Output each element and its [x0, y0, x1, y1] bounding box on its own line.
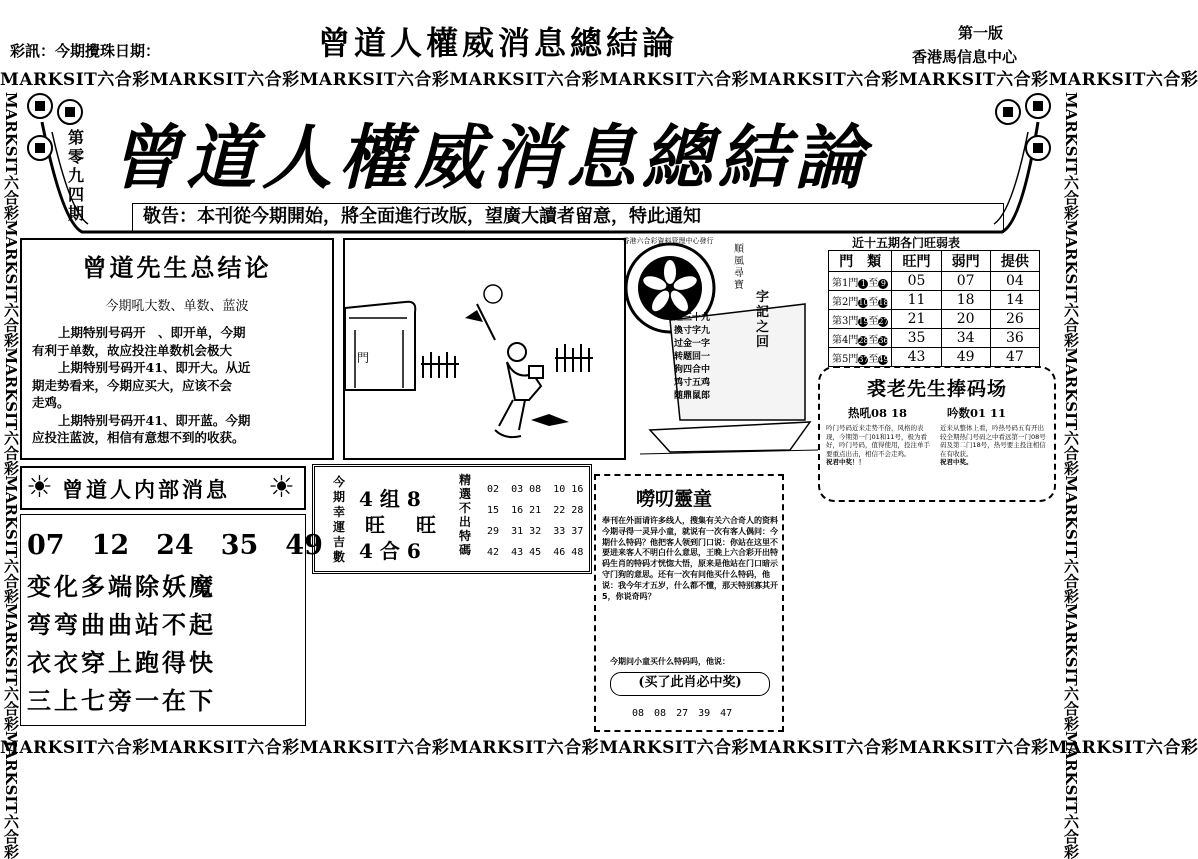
hot-numbers: 热吼08 18	[848, 406, 908, 420]
issue-number: 第零九四期	[68, 128, 85, 223]
summary-line: 有利于单数，故应投注单数机会极大	[32, 342, 233, 358]
summary-line: 期走势看来，今期应买大，应该不会	[32, 377, 233, 393]
page-title: 曾道人權威消息總結論	[318, 24, 679, 62]
table-header: 旺門	[892, 251, 941, 272]
sailboat-illustration	[640, 300, 820, 460]
summary-line: 上期特别号码开 、即开单，今期	[58, 325, 246, 340]
table-row: 第5門37至49 43 49 47	[829, 348, 1040, 367]
riddle-title: 字記之回	[756, 290, 770, 350]
emblem-text: 香港六合彩資料管理中心發行	[622, 237, 714, 245]
strength-table	[828, 250, 1040, 367]
select-grid: 02 03 08 10 16 15 16 21 22 28 29 31 32 33 37 42 43 45 46 48	[487, 484, 584, 558]
verse-line: 衣衣穿上跑得快	[27, 648, 216, 677]
verse-line: 变化多端除妖魔	[27, 572, 216, 601]
summary-subtitle: 今期吼大数、单数、蓝波	[105, 299, 249, 314]
svg-text:門: 門	[357, 351, 370, 365]
table-header: 弱門	[941, 251, 990, 272]
summary-line: 应投注蓝波，相信有意想不到的收获。	[32, 430, 245, 445]
tongue-numbers: 08 08 27 39 47	[632, 708, 733, 719]
bottom-marquee: MARKSIT六合彩MARKSIT六合彩MARKSIT六合彩MARKSIT六合彩MARKSIT六合彩MARKSIT六合彩MARKSIT六合彩MARKSIT六合彩	[0, 738, 1198, 758]
inside-news-panel	[20, 514, 323, 726]
tongue-question: 今期问小童买什么特码吗，他说：	[610, 656, 730, 666]
table-row: 第1門 1 至 9 05 07 04	[829, 272, 1040, 291]
banner-title: 曾道人權威消息總結論	[110, 116, 870, 199]
inside-news-numbers: 07 12 24 35 49	[27, 530, 323, 561]
summary-panel	[20, 238, 334, 460]
publisher-label: 香港馬信息中心	[912, 48, 1018, 66]
lucky-panel	[312, 464, 592, 574]
lucky-row-3: 4 合 6	[359, 539, 421, 563]
old-master-title: 裘老先生捧码场	[866, 378, 1007, 400]
tongue-slogan: (买了此肖必中奖)	[610, 672, 770, 696]
lucky-row-2: 旺 旺	[365, 513, 448, 537]
summary-line: 上期特别号码开41、即开大。从近	[58, 360, 251, 375]
summary-line: 上期特别号码开41、即开蓝。今期	[58, 412, 251, 428]
table-row: 第4門28至36 35 34 36	[829, 329, 1040, 348]
notice-banner: 敬告：本刊從今期開始，將全面進行改版，望廣大讀者留意，特此通知	[132, 203, 1004, 233]
old-master-left-text: 吟门号码近来走势不俗，风格的表现，今期第一门01和11号，极为看好，吟门号码，值得使用，投注单手要重点出击，相信不会走鸡。	[826, 424, 930, 458]
table-header: 提供	[990, 251, 1039, 272]
riddle-lines: 紅三十九 換寸字九 过金一字 转题回一 狗四合中 鸡寸五鸡 随鼎鼠郎	[674, 313, 711, 401]
lucky-row-1: 4 组 8	[359, 487, 421, 511]
right-marquee: MARKSIT六合彩MARKSIT六合彩MARKSIT六合彩MARKSIT六合彩MARKSIT六合彩MARKSIT六合彩	[1062, 92, 1080, 859]
top-marquee: MARKSIT六合彩MARKSIT六合彩MARKSIT六合彩MARKSIT六合彩MARKSIT六合彩MARKSIT六合彩MARKSIT六合彩MARKSIT六合彩	[0, 70, 1198, 90]
table-header: 門 類	[829, 251, 892, 272]
inside-news-header	[20, 466, 306, 510]
old-master-right-end: 祝君中奖。	[940, 458, 973, 466]
summary-line: 走鸡。	[32, 395, 70, 410]
coin-icon	[996, 94, 1050, 160]
summary-title: 曾道先生总结论	[82, 253, 272, 282]
strength-table-title: 近十五期各门旺弱表	[852, 236, 961, 250]
sun-icon: ☀	[268, 470, 295, 505]
lucky-side-text: 今期幸運吉數	[333, 475, 346, 564]
left-marquee: MARKSIT六合彩MARKSIT六合彩MARKSIT六合彩MARKSIT六合彩MARKSIT六合彩MARKSIT六合彩	[2, 92, 20, 859]
sun-icon: ☀	[26, 470, 53, 505]
table-row: 第2門10至18 11 18 14	[829, 291, 1040, 310]
tongue-title: 嘮叨靈童	[636, 488, 713, 510]
lucky-numbers: 吟数01 11	[947, 406, 1007, 420]
verse-line: 三上七旁一在下	[27, 686, 216, 715]
tongue-text: 奉刊在外面请许多线人，搜集有关六合奇人的资料今期寻得一灵异小童，就说有一次有客人偶问：今期什么特码？他把客人领到门口说：你站在这里不要进来客人不明白什么意思，王晚上六合彩开出特码生肖的特码才恍惚大悟，原来是他站在门口暗示守门狗的意思。还有一次有问他买什么特码，他说：我今年才五岁，什么都不懂，那天特别寡其开5，你说奇吗？	[602, 516, 778, 601]
edition-label: 第一版	[958, 24, 1004, 42]
old-master-right-text: 近来从整体上看，吟热号码五有开出较全期热门号码之中看远第一门08号码及第二门18号，热号要主投注相信在有收获。	[940, 424, 1046, 458]
issue-date-label: 彩訊：今期攪珠日期：	[10, 42, 161, 60]
cartoon-illustration	[345, 240, 624, 458]
table-row: 第3門19至27 21 20 26	[829, 310, 1040, 329]
old-master-left-end: 祝君中奖！！	[826, 458, 865, 466]
inside-news-title: 曾道人内部消息	[62, 477, 230, 502]
select-label: 精選不出特碼	[459, 473, 472, 557]
cartoon-panel	[343, 238, 626, 460]
old-master-panel	[818, 366, 1056, 502]
verse-line: 弯弯曲曲站不起	[27, 610, 216, 639]
side-label: 順風尋寶	[734, 244, 744, 291]
tongue-panel	[594, 474, 784, 732]
